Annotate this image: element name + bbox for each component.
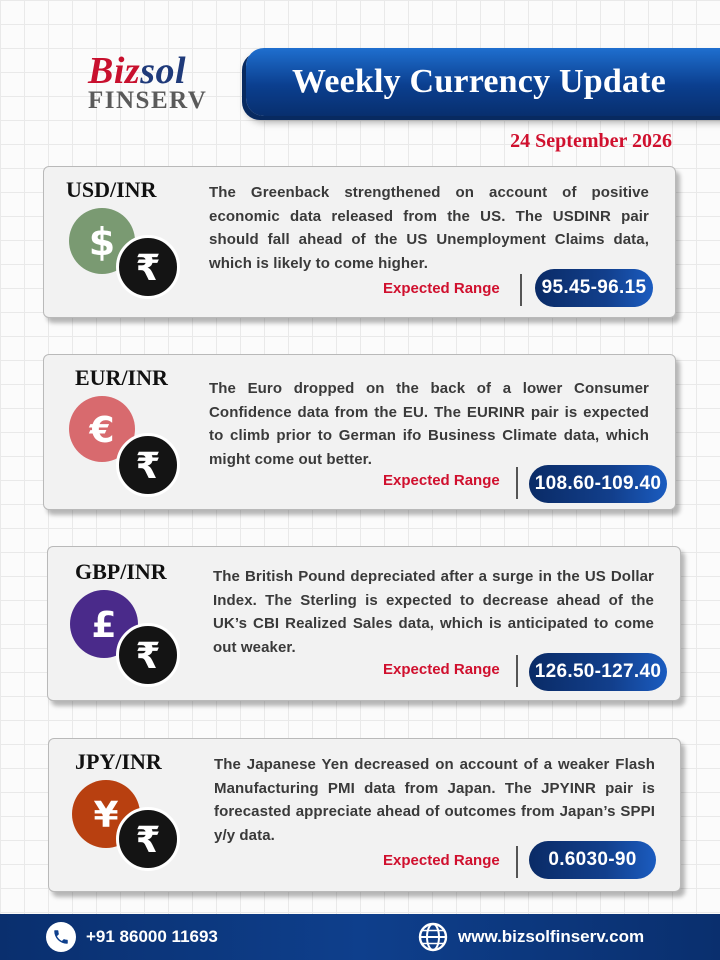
header-banner [246, 48, 720, 116]
svg-text:$: $ [88, 220, 116, 263]
logo-wordmark: Bizsol [88, 50, 187, 92]
report-date: 24 September 2026 [510, 130, 672, 152]
expected-range-label: Expected Range [383, 852, 500, 869]
svg-text:₹: ₹ [135, 248, 161, 287]
website-url: www.bizsolfinserv.com [458, 927, 645, 946]
expected-range-label: Expected Range [383, 661, 500, 678]
expected-range-label: Expected Range [383, 280, 500, 297]
expected-range-value: 0.6030-90 [529, 841, 656, 879]
card-description: The Greenback strengthened on account of positive economic data released from the US. The USDINR pair should fall ahead of the US Unemployment Claims data, which is likely to come higher. [209, 184, 649, 272]
expected-range-label: Expected Range [383, 472, 500, 489]
currency-card-usd-inr [43, 166, 676, 318]
pair-title: EUR/INR [75, 365, 168, 390]
rupee-coin-icon [116, 235, 180, 299]
rupee-coin-icon [116, 807, 180, 871]
card-description: The Euro dropped on the back of a lower Consumer Confidence data from the EU. The EURINR pair is expected to climb prior to German ifo Business Climate data, which might come out better. [209, 380, 649, 468]
svg-text:£: £ [91, 605, 117, 646]
svg-text:₹: ₹ [135, 820, 161, 859]
phone-icon [46, 922, 76, 952]
footer-bar [0, 914, 720, 960]
phone-number: +91 86000 11693 [86, 927, 218, 946]
svg-text:¥: ¥ [93, 795, 119, 836]
range-divider [516, 846, 518, 878]
expected-range-value: 126.50-127.40 [529, 653, 667, 691]
range-divider [516, 655, 518, 687]
currency-card-gbp-inr [47, 546, 681, 701]
svg-text:₹: ₹ [135, 446, 161, 485]
rupee-coin-icon [116, 433, 180, 497]
company-logo [88, 52, 218, 114]
card-description: The Japanese Yen decreased on account of a weaker Flash Manufacturing PMI data from Japan. The JPYINR pair is forecasted appreciate ahead of outcomes from Japan’s SPPI y/y data. [214, 756, 655, 844]
globe-icon [418, 922, 448, 952]
svg-text:₹: ₹ [135, 636, 161, 675]
currency-card-jpy-inr [48, 738, 681, 892]
footer-website[interactable] [418, 914, 644, 960]
expected-range-value: 108.60-109.40 [529, 465, 667, 503]
footer-phone[interactable] [46, 914, 218, 960]
pair-title: GBP/INR [75, 559, 167, 584]
svg-text:€: € [89, 410, 115, 451]
currency-card-eur-inr [43, 354, 676, 510]
rupee-coin-icon [116, 623, 180, 687]
page-title: Weekly Currency Update [292, 63, 666, 100]
range-divider [520, 274, 522, 306]
pair-title: USD/INR [66, 177, 157, 202]
card-description: The British Pound depreciated after a surge in the US Dollar Index. The Sterling is expected to decrease ahead of the UK’s CBI Realized Sales data, which is anticipated to come out weaker. [213, 568, 654, 656]
expected-range-value: 95.45-96.15 [535, 269, 653, 307]
range-divider [516, 467, 518, 499]
logo-subtitle: FINSERV [88, 87, 208, 114]
pair-title: JPY/INR [75, 749, 162, 774]
